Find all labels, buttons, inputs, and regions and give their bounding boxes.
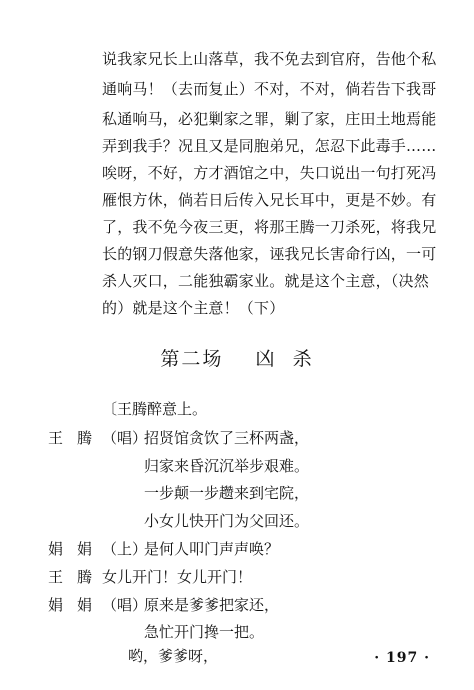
prose-line: 说我家兄长上山落草，我不免去到官府，告他个私 (102, 50, 437, 68)
speaker-name: 娟娟 (48, 596, 107, 614)
prose-line: 杀人灭口，二能独霸家业。就是这个主意，（决然 (102, 272, 429, 290)
dialogue-line: 是何人叩门声声唤？ (144, 540, 280, 558)
speaker-name: 娟娟 (48, 540, 107, 558)
dialogue-line: 女儿开门！女儿开门！ (102, 568, 253, 586)
script-row (0, 456, 474, 476)
prose-line: 长的钢刀假意失落他家，诬我兄长害命行凶，一可 (102, 245, 437, 263)
prose-line: 的）就是这个主意！（下） (102, 299, 285, 317)
page-number: · 197 · (374, 650, 430, 666)
dialogue-line: 哟，爹爹呀， (128, 647, 219, 665)
prose-line: 唉呀，不好，方才酒馆之中，失口说出一句打死冯 (102, 164, 437, 182)
scene-title: 第二场 凶 杀 (160, 348, 314, 370)
speaker-name: 王腾 (48, 429, 107, 447)
stage-direction: 〔王腾醉意上。 (102, 400, 208, 418)
prose-line: 私通响马，必犯剿家之罪，剿了家，庄田土地焉能 (102, 110, 437, 128)
script-row (0, 567, 474, 587)
script-row (0, 622, 474, 642)
dialogue-line: 一步颠一步趱来到宅院， (144, 484, 310, 502)
script-row (0, 539, 474, 559)
dialogue-line: 急忙开门搀一把。 (144, 623, 265, 641)
script-row (0, 428, 474, 448)
dialogue-line: 归家来昏沉沉举步艰难。 (144, 457, 310, 475)
prose-line: 雁恨方休，倘若日后传入兄长耳中，更是不妙。有 (102, 191, 437, 209)
dialogue-line: 小女儿快开门为父回还。 (144, 512, 310, 530)
prose-line: 弄到我手？况且又是同胞弟兄，怎忍下此毒手…… (102, 137, 437, 155)
stage-cue: （上） (102, 540, 148, 558)
stage-cue: （唱） (102, 429, 148, 447)
script-row (0, 483, 474, 503)
speaker-name: 王腾 (48, 568, 107, 586)
stage-cue: （唱） (102, 596, 148, 614)
prose-line: 了，我不免今夜三更，将那王腾一刀杀死，将我兄 (102, 218, 437, 236)
prose-line: 通响马！（去而复止）不对，不对，倘若告下我哥 (102, 80, 437, 98)
dialogue-line: 招贤馆贪饮了三杯两盏， (144, 429, 310, 447)
dialogue-line: 原来是爹爹把家还， (144, 596, 280, 614)
script-row (0, 511, 474, 531)
script-row (0, 595, 474, 615)
script-row (0, 399, 474, 419)
script-row (0, 646, 360, 666)
